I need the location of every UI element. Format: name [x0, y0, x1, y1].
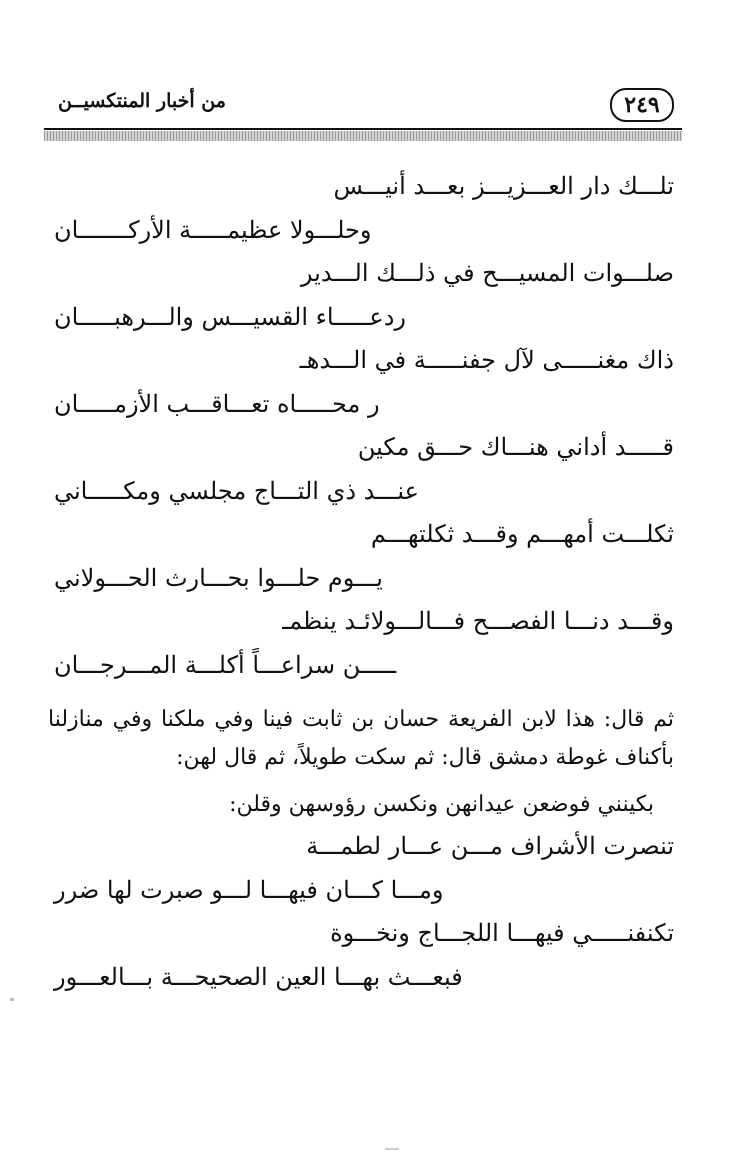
verse-first-hemistich: تنصرت الأشراف مـــن عـــار لطمـــة — [306, 832, 674, 860]
verse-first-hemistich: تلـــك دار العـــزيـــز بعـــد أنيـــس — [333, 172, 674, 200]
verse-first-hemistich: قـــــد أداني هنـــاك حـــق مكين — [357, 433, 674, 461]
header-rule — [44, 128, 682, 130]
verse-second-hemistich: فبعـــث بهـــا العين الصحيحـــة بـــالعـــور — [54, 962, 463, 991]
verse-first-hemistich: ثكلـــت أمهـــم وقـــد ثكلتهـــم — [370, 520, 674, 548]
page-content — [48, 165, 678, 999]
header-band — [44, 131, 682, 141]
page-header — [52, 84, 680, 128]
verse-first-hemistich: صلـــوات المسيـــح في ذلـــك الـــدير — [300, 259, 674, 287]
verse-first-hemistich: تكنفنـــــي فيهـــا اللجـــاج ونخـــوة — [330, 919, 674, 947]
verse-second-hemistich: يـــوم حلـــوا بحـــارث الحـــولاني — [54, 563, 383, 592]
verse-second-hemistich: ـــــن سراعـــاً أكلـــة المـــرجـــان — [54, 650, 397, 679]
running-title: من أخبار المنتكسيــن — [58, 90, 226, 112]
poem-one — [48, 165, 678, 687]
verse-first-hemistich: ذاك مغنـــــى لآل جفنـــــة في الـــدهـ — [299, 346, 674, 374]
poem-two — [48, 825, 678, 999]
verse-second-hemistich: ر محـــــاه تعـــاقـــب الأزمـــــان — [54, 389, 380, 418]
verse-second-hemistich: ردعـــــاء القسيـــس والـــرهبـــــان — [54, 302, 406, 331]
verse-second-hemistich: ومـــا كـــان فيهـــا لـــو صبرت لها ضرر — [54, 875, 444, 904]
page-number: ٢٤٩ — [610, 88, 674, 122]
scan-speck — [385, 1148, 399, 1150]
verse-first-hemistich: وقـــد دنـــا الفصـــح فـــالـــولائـد ينظمـ — [282, 607, 674, 635]
verse-second-hemistich: عنـــد ذي التـــاج مجلسي ومكـــــاني — [54, 476, 419, 505]
scan-speck — [10, 998, 14, 1001]
prose-paragraph-indented: بكينني فوضعن عيدانهن ونكسن رؤوسهن وقلن: — [229, 792, 654, 817]
prose-paragraph: ثم قال: هذا لابن الفريعة حسان بن ثابت فينا وفي ملكنا وفي منازلنا بأكناف غوطة دمشق قال: ثم سكت طويلاً، ثم قال لهن: — [48, 707, 674, 770]
verse-second-hemistich: وحلـــولا عظيمـــــة الأركـــــــان — [54, 215, 372, 244]
